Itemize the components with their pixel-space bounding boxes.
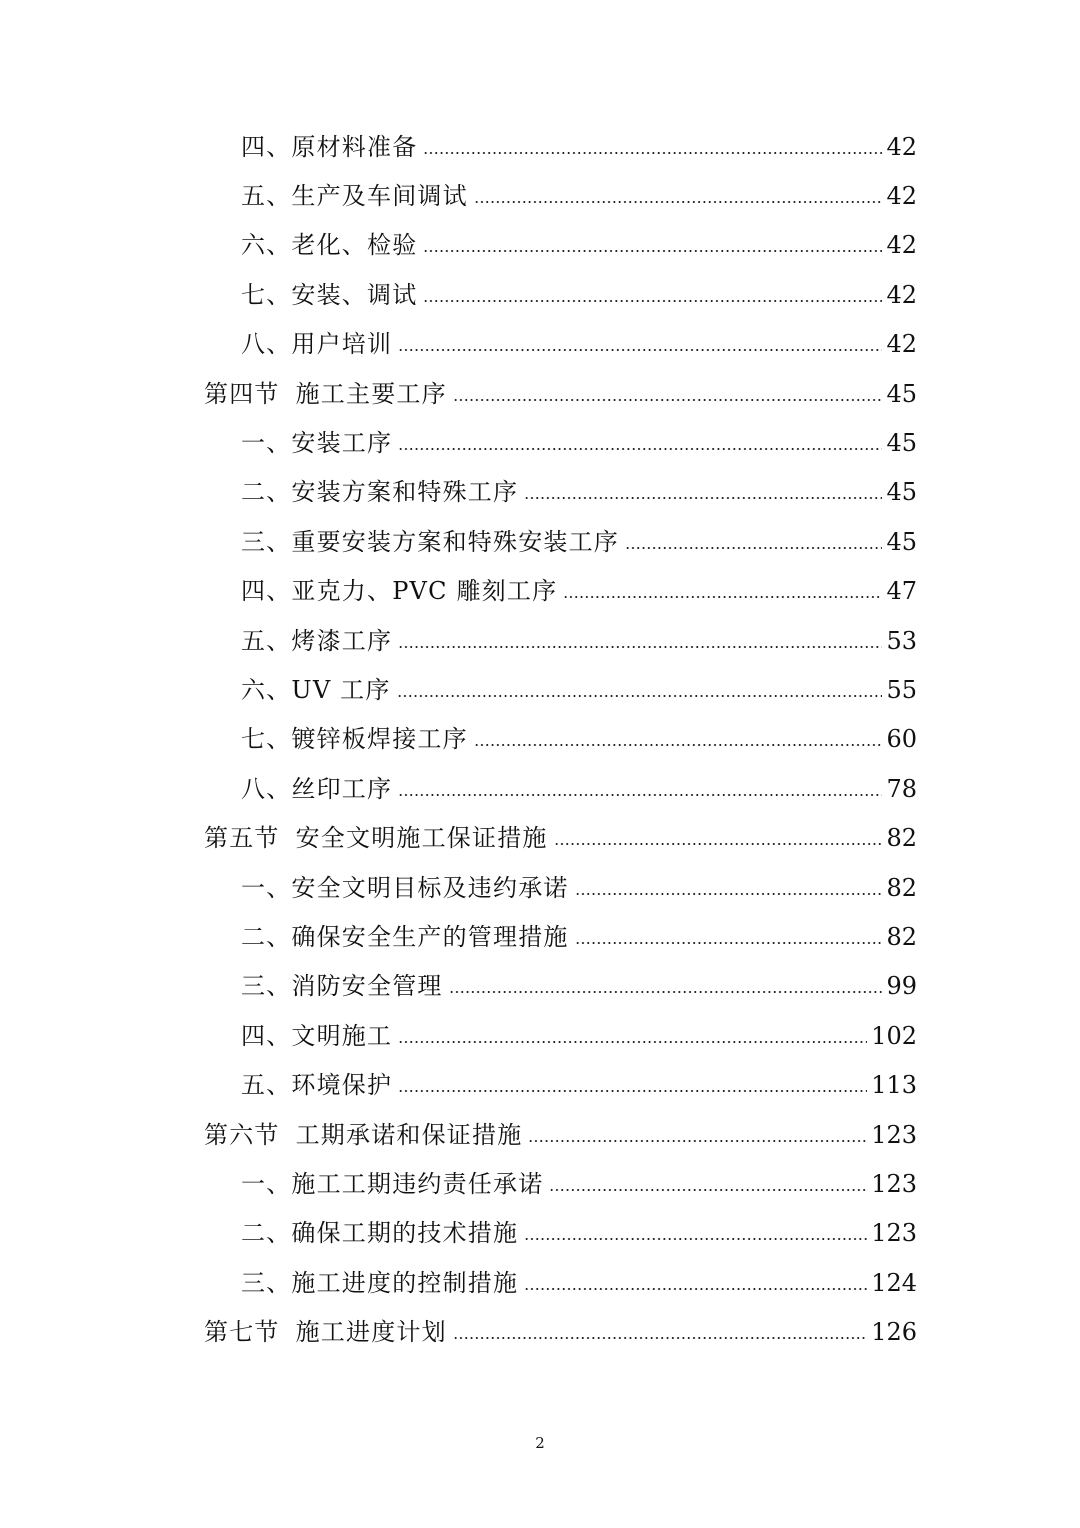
toc-dot-leader — [423, 300, 882, 302]
toc-dot-leader — [625, 547, 882, 549]
toc-page-number: 60 — [886, 725, 917, 754]
toc-entry[interactable] — [204, 1060, 917, 1109]
toc-section-number: 第六节 — [204, 1120, 280, 1149]
table-of-contents — [204, 122, 917, 1357]
toc-entry[interactable] — [204, 912, 917, 961]
toc-page-number: 123 — [871, 1169, 917, 1198]
toc-entry-title: 一、安全文明目标及违约承诺 — [241, 873, 569, 902]
toc-entry-title: 工期承诺和保证措施 — [295, 1120, 523, 1149]
toc-page-number: 123 — [871, 1219, 917, 1248]
toc-entry[interactable] — [204, 1258, 917, 1307]
toc-entry-title: 一、安装工序 — [241, 429, 393, 458]
toc-entry-title: 五、烤漆工序 — [241, 626, 393, 655]
toc-entry-title: 六、UV 工序 — [241, 675, 391, 704]
toc-dot-leader — [474, 201, 883, 203]
toc-entry-title: 四、亚克力、PVC 雕刻工序 — [241, 577, 558, 606]
toc-dot-leader — [528, 1140, 867, 1142]
toc-dot-leader — [575, 893, 883, 895]
toc-entry-title: 七、安装、调试 — [241, 280, 418, 309]
toc-page-number: 42 — [886, 132, 917, 161]
toc-entry[interactable] — [204, 863, 917, 912]
toc-entry[interactable] — [204, 1159, 917, 1208]
toc-entry-title: 三、施工进度的控制措施 — [241, 1268, 519, 1297]
toc-entry[interactable] — [204, 418, 917, 467]
toc-entry-title: 八、丝印工序 — [241, 774, 393, 803]
toc-section-entry[interactable] — [204, 1307, 917, 1356]
toc-entry-title: 三、重要安装方案和特殊安装工序 — [241, 527, 619, 556]
toc-dot-leader — [449, 991, 883, 993]
toc-entry-title: 四、原材料准备 — [241, 132, 418, 161]
toc-entry[interactable] — [204, 1209, 917, 1258]
toc-page-number: 42 — [886, 280, 917, 309]
toc-dot-leader — [575, 942, 883, 944]
toc-page-number: 82 — [886, 824, 917, 853]
toc-entry[interactable] — [204, 962, 917, 1011]
toc-page-number: 99 — [886, 972, 917, 1001]
toc-entry[interactable] — [204, 171, 917, 220]
toc-dot-leader — [398, 448, 882, 450]
toc-dot-leader — [398, 646, 882, 648]
toc-entry-title: 五、环境保护 — [241, 1071, 393, 1100]
toc-page-number: 78 — [886, 774, 917, 803]
toc-entry-title: 三、消防安全管理 — [241, 972, 443, 1001]
toc-dot-leader — [524, 1288, 867, 1290]
toc-entry-title: 一、施工工期违约责任承诺 — [241, 1169, 544, 1198]
toc-page-number: 42 — [886, 231, 917, 260]
toc-section-number: 第七节 — [204, 1318, 280, 1347]
toc-page-number: 47 — [886, 577, 917, 606]
toc-section-number: 第五节 — [204, 824, 280, 853]
toc-dot-leader — [524, 1238, 867, 1240]
toc-entry-title: 施工进度计划 — [295, 1318, 447, 1347]
toc-dot-leader — [398, 349, 882, 351]
toc-entry-title: 五、生产及车间调试 — [241, 182, 468, 211]
toc-entry-title: 四、文明施工 — [241, 1021, 393, 1050]
toc-entry-title: 八、用户培训 — [241, 330, 393, 359]
toc-page-number: 53 — [886, 626, 917, 655]
toc-entry[interactable] — [204, 665, 917, 714]
toc-section-entry[interactable] — [204, 369, 917, 418]
toc-page-number: 45 — [886, 429, 917, 458]
toc-section-entry[interactable] — [204, 813, 917, 862]
toc-page-number: 113 — [871, 1071, 917, 1100]
toc-entry-title: 二、安装方案和特殊工序 — [241, 478, 519, 507]
toc-entry-title: 安全文明施工保证措施 — [295, 824, 548, 853]
toc-page-number: 102 — [871, 1021, 917, 1050]
toc-entry-title: 二、确保安全生产的管理措施 — [241, 922, 569, 951]
toc-dot-leader — [563, 596, 882, 598]
toc-entry[interactable] — [204, 122, 917, 171]
toc-page-number: 82 — [886, 922, 917, 951]
toc-entry-title: 二、确保工期的技术措施 — [241, 1219, 519, 1248]
toc-entry[interactable] — [204, 616, 917, 665]
toc-dot-leader — [549, 1189, 867, 1191]
toc-dot-leader — [398, 1041, 867, 1043]
toc-entry-title: 六、老化、检验 — [241, 231, 418, 260]
toc-page-number: 82 — [886, 873, 917, 902]
toc-dot-leader — [397, 695, 883, 697]
toc-page-number: 55 — [886, 675, 917, 704]
toc-dot-leader — [453, 1337, 867, 1339]
toc-entry-title: 施工主要工序 — [295, 379, 447, 408]
toc-entry[interactable] — [204, 221, 917, 270]
toc-entry[interactable] — [204, 567, 917, 616]
toc-section-entry[interactable] — [204, 1110, 917, 1159]
toc-entry[interactable] — [204, 764, 917, 813]
toc-dot-leader — [554, 843, 883, 845]
toc-page-number: 45 — [886, 379, 917, 408]
toc-page-number: 126 — [871, 1318, 917, 1347]
toc-entry[interactable] — [204, 270, 917, 319]
toc-entry[interactable] — [204, 468, 917, 517]
toc-section-number: 第四节 — [204, 379, 280, 408]
toc-page-number: 42 — [886, 182, 917, 211]
toc-page-number: 123 — [871, 1120, 917, 1149]
toc-dot-leader — [474, 744, 883, 746]
toc-dot-leader — [398, 1090, 867, 1092]
toc-entry-title: 七、镀锌板焊接工序 — [241, 725, 468, 754]
toc-entry[interactable] — [204, 1011, 917, 1060]
toc-page-number: 42 — [886, 330, 917, 359]
page-number: 2 — [535, 1434, 545, 1452]
toc-page-number: 124 — [871, 1268, 917, 1297]
toc-dot-leader — [423, 250, 882, 252]
toc-page-number: 45 — [886, 478, 917, 507]
toc-page-number: 45 — [886, 527, 917, 556]
toc-dot-leader — [453, 399, 883, 401]
toc-entry[interactable] — [204, 320, 917, 369]
toc-dot-leader — [524, 497, 882, 499]
toc-entry[interactable] — [204, 715, 917, 764]
toc-entry[interactable] — [204, 517, 917, 566]
toc-dot-leader — [423, 152, 882, 154]
toc-dot-leader — [398, 794, 882, 796]
